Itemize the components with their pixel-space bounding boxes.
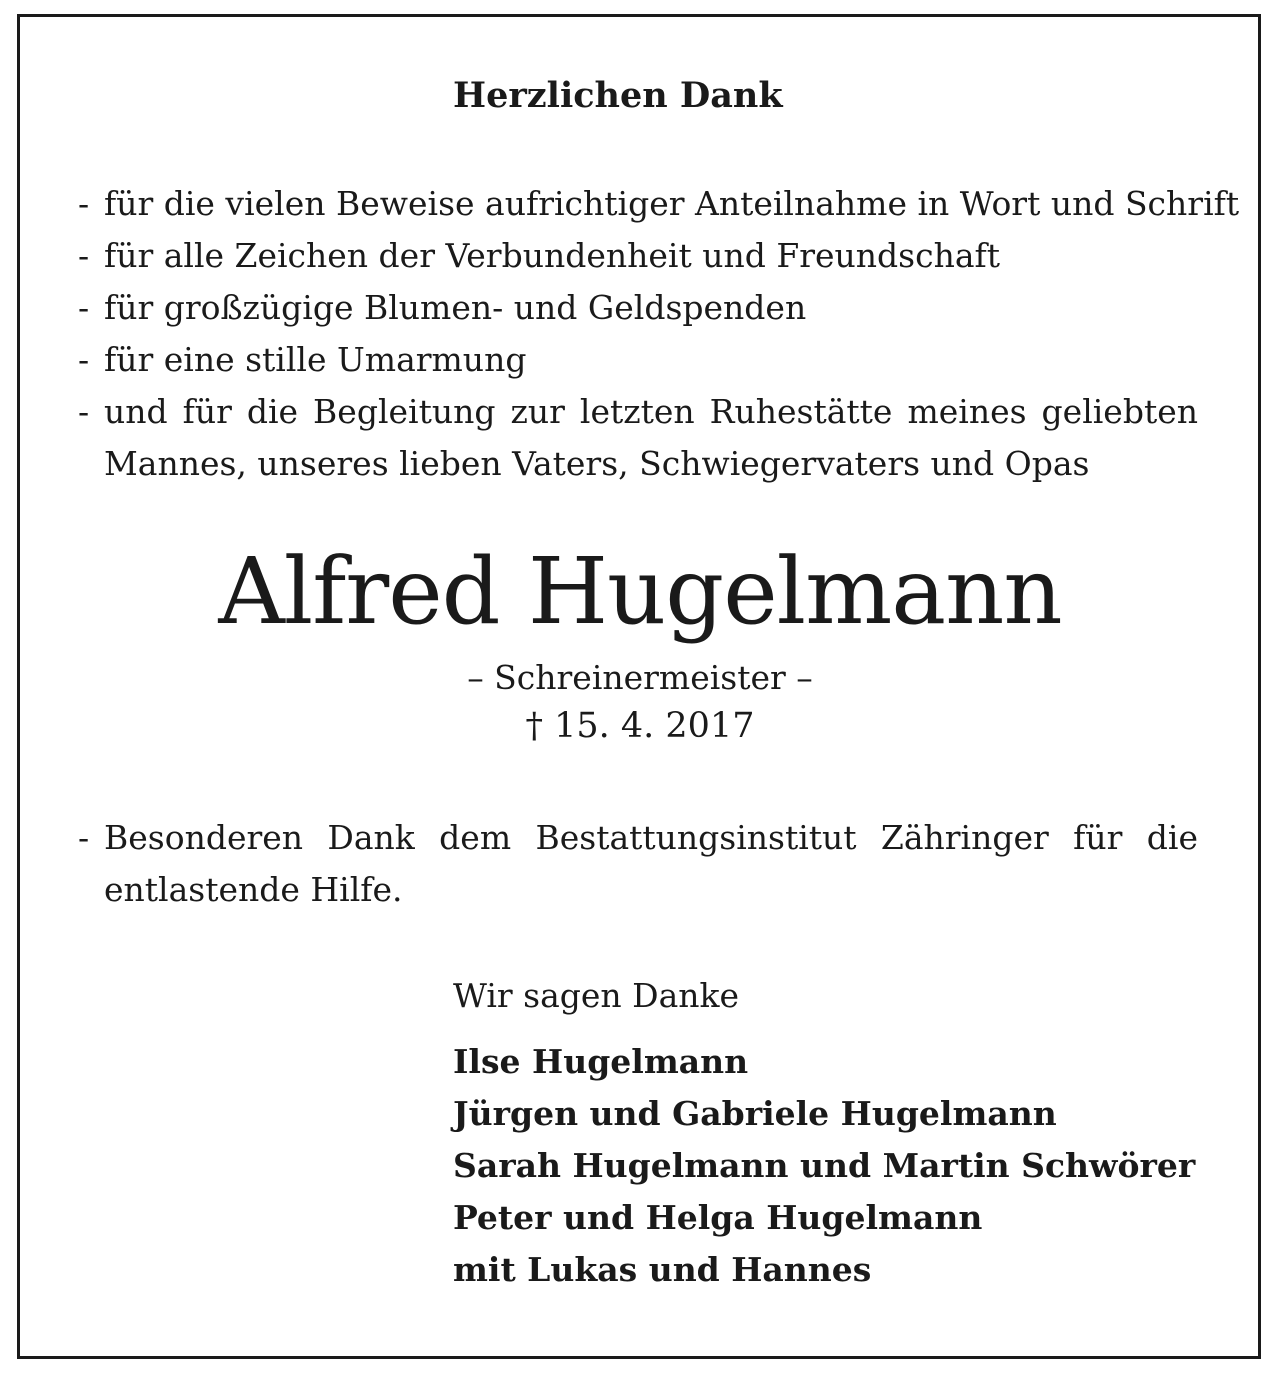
thanks-item-text: für die vielen Beweise aufrichtiger Anteilnahme in Wort und Schrift: [104, 184, 1240, 223]
bullet-dash: -: [78, 818, 90, 857]
family-member: mit Lukas und Hannes: [453, 1250, 872, 1289]
bullet-dash: -: [78, 184, 90, 223]
family-member: Ilse Hugelmann: [453, 1042, 749, 1081]
deceased-block: [0, 532, 1280, 748]
thanks-item-text: und für die Begleitung zur letzten Ruhestätte meines geliebten Mannes, unseres lieben Vaters, Schwiegervaters und Opas: [104, 392, 1198, 483]
thanks-item-text: für großzügige Blumen- und Geldspenden: [104, 288, 807, 327]
family-member: Jürgen und Gabriele Hugelmann: [453, 1094, 1057, 1133]
thanks-item: [78, 178, 1240, 230]
thanks-item: [78, 282, 1198, 334]
family-member: Sarah Hugelmann und Martin Schwörer: [453, 1146, 1196, 1185]
thanks-item-text: für eine stille Umarmung: [104, 340, 527, 379]
deceased-name: Alfred Hugelmann: [218, 538, 1062, 645]
notice-heading: Herzlichen Dank: [453, 75, 783, 116]
signoff: Wir sagen Danke: [453, 976, 740, 1015]
thanks-item-text: für alle Zeichen der Verbundenheit und Freundschaft: [104, 236, 1000, 275]
bullet-dash: -: [78, 340, 90, 379]
bullet-dash: -: [78, 288, 90, 327]
thanks-item: [78, 386, 1198, 490]
bullet-dash: -: [78, 236, 90, 275]
thanks-item: [78, 230, 1198, 282]
family-member: Peter und Helga Hugelmann: [453, 1198, 983, 1237]
death-date: † 15. 4. 2017: [525, 706, 755, 746]
family-list: [453, 1036, 1195, 1296]
deceased-profession: – Schreinermeister –: [467, 658, 813, 697]
special-thanks-text: Besonderen Dank dem Bestattungsinstitut Zähringer für die entlastende Hilfe.: [104, 818, 1198, 909]
special-thanks: [78, 812, 1198, 916]
bullet-dash: -: [78, 392, 90, 431]
thanks-item: [78, 334, 1198, 386]
thanks-list: [78, 178, 1240, 490]
